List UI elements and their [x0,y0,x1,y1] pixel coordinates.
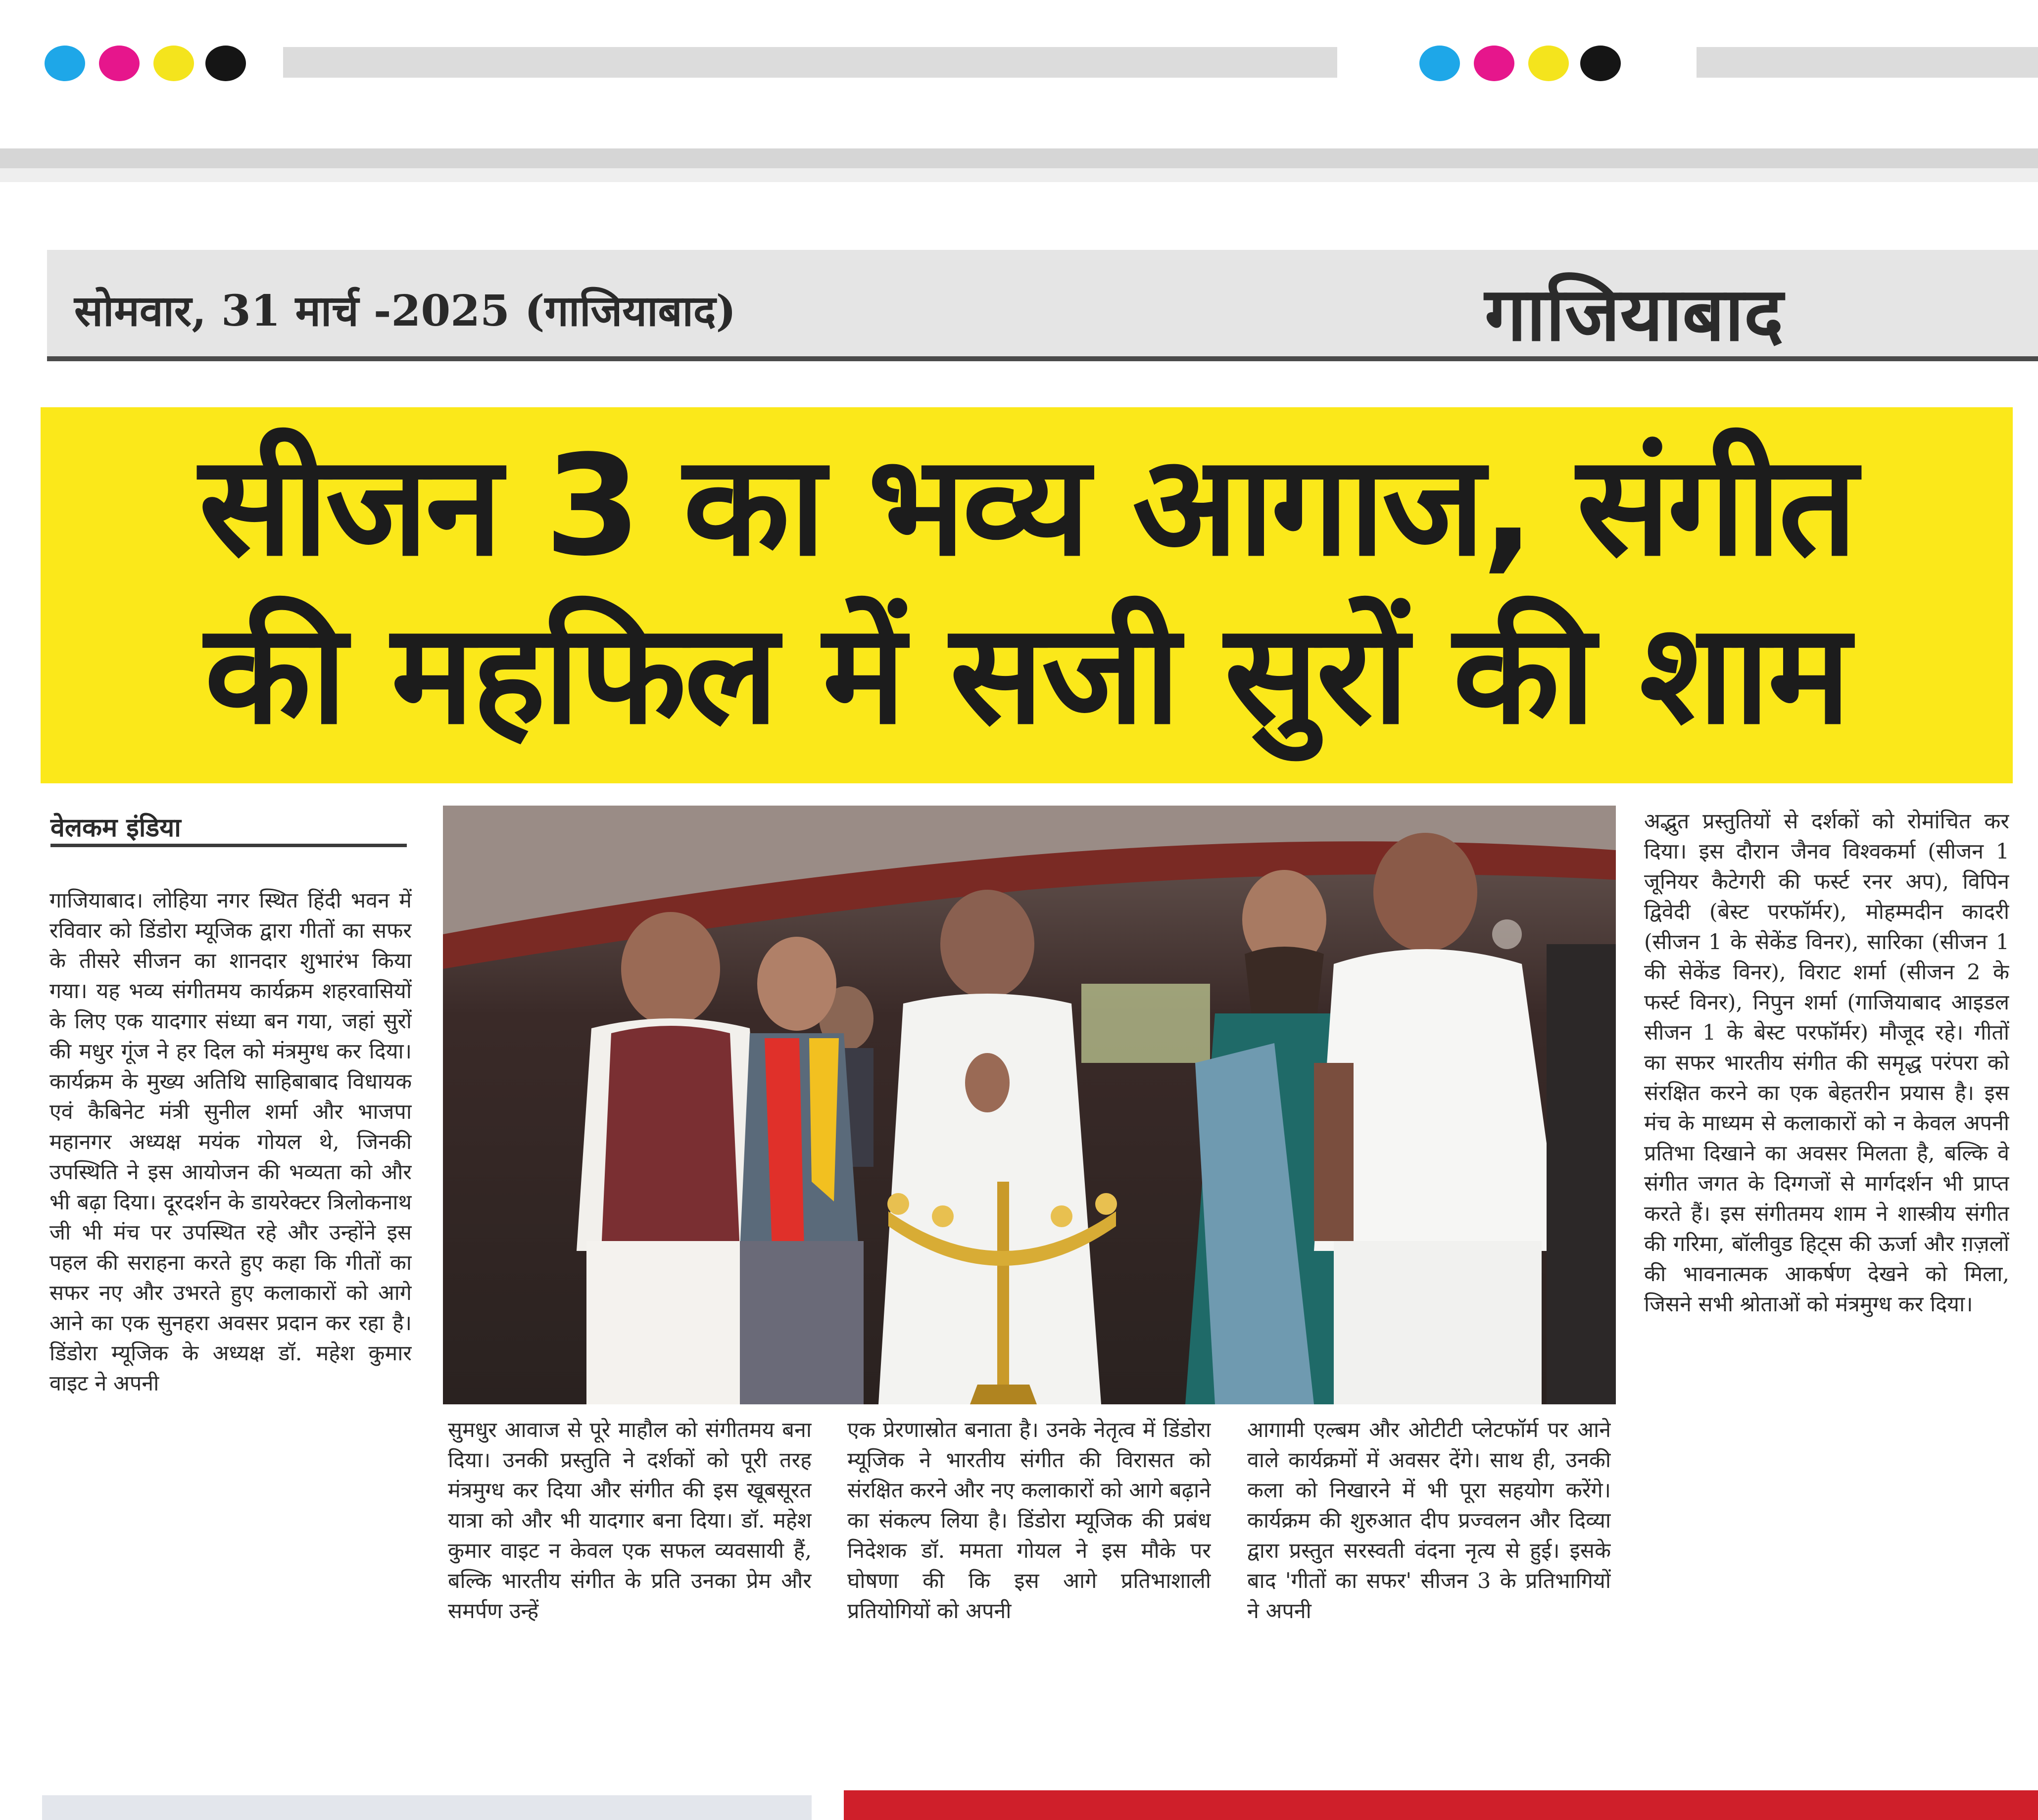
top-divider-shadow [0,168,2038,182]
black-register-dot [205,46,246,81]
lamp-lighting-illustration [443,806,1616,1404]
magenta-register-dot [99,46,140,81]
article-column-2: सुमधुर आवाज से पूरे माहौल को संगीतमय बना दिया। उनकी प्रस्तुति ने दर्शकों को पूरी तरह मंत्रमुग्ध कर दिया और संगीत की इस खूबसूरत यात्रा को और भी यादगार बना दिया। डॉ. महेश कुमार वाइट न केवल एक सफल व्यवसायी हैं, बल्कि भारतीय संगीत के प्रति उनका प्रेम और समर्पण उन्हें [448,1418,812,1624]
cyan-register-dot [45,46,85,81]
magenta-register-dot [1474,46,1514,81]
headline-line-1: सीजन 3 का भव्य आगाज, संगीत [198,426,1855,587]
black-register-dot [1580,46,1621,81]
print-registration-strip [0,0,2038,148]
article-column-4: आगामी एल्बम और ओटीटी प्लेटफॉर्म पर आने वाले कार्यक्रमों में अवसर देंगे। साथ ही, उनकी कला को निखारने में भी पूरा सहयोग करेंगे। कार्यक्रम की शुरुआत दीप प्रज्वलन और दिव्या द्वारा प्रस्तुत सरस्वती वंदना नृत्य से हुई। इसके बाद 'गीतों का सफर' सीजन 3 के प्रतिभागियों ने अपनी [1247,1418,1611,1624]
article-column-1: गाजियाबाद। लोहिया नगर स्थित हिंदी भवन में रविवार को डिंडोरा म्यूजिक द्वारा गीतों का सफर के तीसरे सीजन का शानदार शुभारंभ किया गया। यह भव्य संगीतमय कार्यक्रम शहरवासियों के लिए एक यादगार संध्या बन गया, जहां सुरों की मधुर गूंज ने हर दिल को मंत्रमुग्ध कर दिया। कार्यक्रम के मुख्य अतिथि साहिबाबाद विधायक एवं कैबिनेट मंत्री सुनील शर्मा और भाजपा महानगर अध्यक्ष मयंक गोयल थे, जिनकी उपस्थिति ने इस आयोजन की भव्यता को और भी बढ़ा दिया। दूरदर्शन के डायरेक्टर त्रिलोकनाथ जी भी मंच पर उपस्थित रहे और उन्होंने इस पहल की सराहना करते हुए कहा कि गीतों का सफर नए और उभरते हुए कलाकारों को आगे आने का एक सुनहरा अवसर प्रदान कर रहा है। डिंडोरा म्यूजिक के अध्यक्ष डॉ. महेश कुमार वाइट ने अपनी [49,888,412,1396]
cyan-register-dot [1419,46,1460,81]
yellow-register-dot [153,46,194,81]
event-photo [443,806,1616,1404]
date-section-header [47,250,2038,361]
yellow-register-dot [1528,46,1569,81]
gray-register-bar [283,47,1337,78]
top-divider [0,148,2038,168]
section-title: गाजियाबाद [1485,272,1784,358]
headline-line-2: की महफिल में सजी सुरों की शाम [204,594,1849,755]
next-headline-strip [844,1790,2038,1820]
next-article-strip [42,1795,812,1820]
article-column-3: एक प्रेरणास्रोत बनाता है। उनके नेतृत्व में डिंडोरा म्यूजिक ने भारतीय संगीत की विरासत को संरक्षित करने और नए कलाकारों को आगे बढ़ाने का संकल्प लिया है। डिंडोरा म्यूजिक की प्रबंध निदेशक डॉ. ममता गोयल ने इस मौके पर घोषणा की कि इस आगे प्रतिभाशाली प्रतियोगियों को अपनी [847,1418,1211,1624]
headline-box [41,407,2013,783]
byline: वेलकम इंडिया [50,809,407,847]
date-line: सोमवार, 31 मार्च -2025 (गाजियाबाद) [74,286,736,336]
article-column-5: अद्भुत प्रस्तुतियों से दर्शकों को रोमांचित कर दिया। इस दौरान जैनव विश्वकर्मा (सीजन 1 जूनियर कैटेगरी की फर्स्ट रनर अप), विपिन द्विवेदी (बेस्ट परफॉर्मर), मोहम्मदीन कादरी (सीजन 1 के सेकेंड विनर), सारिका (सीजन 1 की सेकेंड विनर), विराट शर्मा (सीजन 2 के फर्स्ट विनर), निपुन शर्मा (गाजियाबाद आइडल सीजन 1 के बेस्ट परफॉर्मर) मौजूद रहे। गीतों का सफर भारतीय संगीत की समृद्ध परंपरा को संरक्षित करने का एक बेहतरीन प्रयास है। इस मंच के माध्यम से कलाकारों को न केवल अपनी प्रतिभा दिखाने का अवसर मिलता है, बल्कि वे संगीत जगत के दिग्गजों से मार्गदर्शन भी प्राप्त करते हैं। इस संगीतमय शाम ने शास्त्रीय संगीत की गरिमा, बॉलीवुड हिट्स की ऊर्जा और ग़ज़लों की भावनात्मक आकर्षण देखने को मिला, जिसने सभी श्रोताओं को मंत्रमुग्ध कर दिया। [1644,809,2009,1317]
gray-register-bar [1697,47,2038,78]
